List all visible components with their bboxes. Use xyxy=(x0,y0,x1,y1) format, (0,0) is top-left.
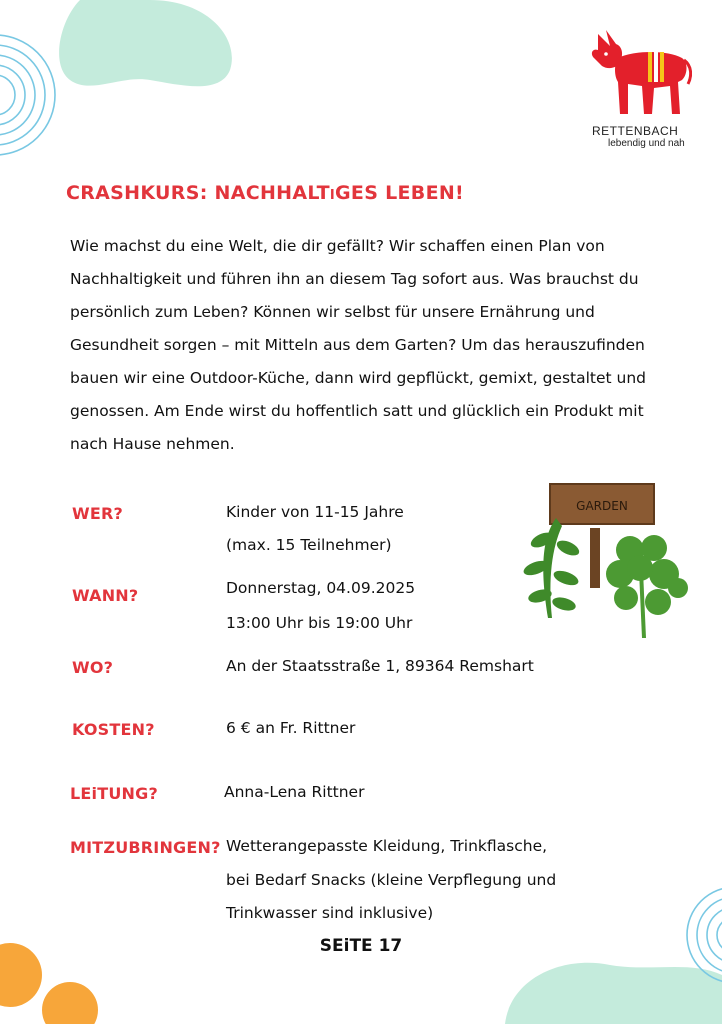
value-wann-line2: 13:00 Uhr bis 19:00 Uhr xyxy=(226,614,413,632)
value-wer-line2: (max. 15 Teilnehmer) xyxy=(226,536,392,554)
logo-slogan: lebendig und nah xyxy=(608,138,685,149)
label-wo: WO? xyxy=(72,658,114,677)
value-wer-line1: Kinder von 11-15 Jahre xyxy=(226,503,404,521)
value-wann-line1: Donnerstag, 04.09.2025 xyxy=(226,579,416,597)
value-leitung: Anna-Lena Rittner xyxy=(224,783,365,801)
label-wer: WER? xyxy=(72,504,123,523)
value-wo: An der Staatsstraße 1, 89364 Remshart xyxy=(226,657,534,675)
page-title: CRASHKURS: NACHHALTiGES LEBEN! xyxy=(66,182,465,204)
label-kosten: KOSTEN? xyxy=(72,720,155,739)
logo-town-name: RETTENBACH xyxy=(592,124,679,138)
rettenbach-logo xyxy=(582,28,707,149)
intro-paragraph: Wie machst du eine Welt, die dir gefällt? Wir schaffen einen Plan von Nachhaltigkeit und führen ihn an diesem Tag sofort aus. Was brauchst du persönlich zum Leben? Können wir selbst für unsere Ernährung und Gesundheit sorgen – mit Mitteln aus dem Garten? Um das herauszufinden bauen wir eine Outdoor-Küche, dann wird gepflückt, gemixt, gestaltet und genossen. Am Ende wirst du hoffentlich satt und glücklich ein Produkt mit nach Hause nehmen. xyxy=(70,237,647,453)
donkey-icon xyxy=(588,28,692,120)
value-mitzubringen-line2: bei Bedarf Snacks (kleine Verpflegung und xyxy=(226,871,557,889)
label-wann: WANN? xyxy=(72,586,139,605)
value-mitzubringen-line1: Wetterangepasste Kleidung, Trinkflasche, xyxy=(226,837,548,855)
page-number: SEiTE 17 xyxy=(319,936,403,956)
value-mitzubringen-line3: Trinkwasser sind inklusive) xyxy=(226,904,434,922)
label-mitzubringen: MITZUBRINGEN? xyxy=(70,838,221,857)
label-leitung: LEiTUNG? xyxy=(70,784,158,803)
value-kosten: 6 € an Fr. Rittner xyxy=(226,719,356,737)
garden-sign-illustration xyxy=(522,478,692,648)
sign-text: GARDEN xyxy=(576,499,628,513)
